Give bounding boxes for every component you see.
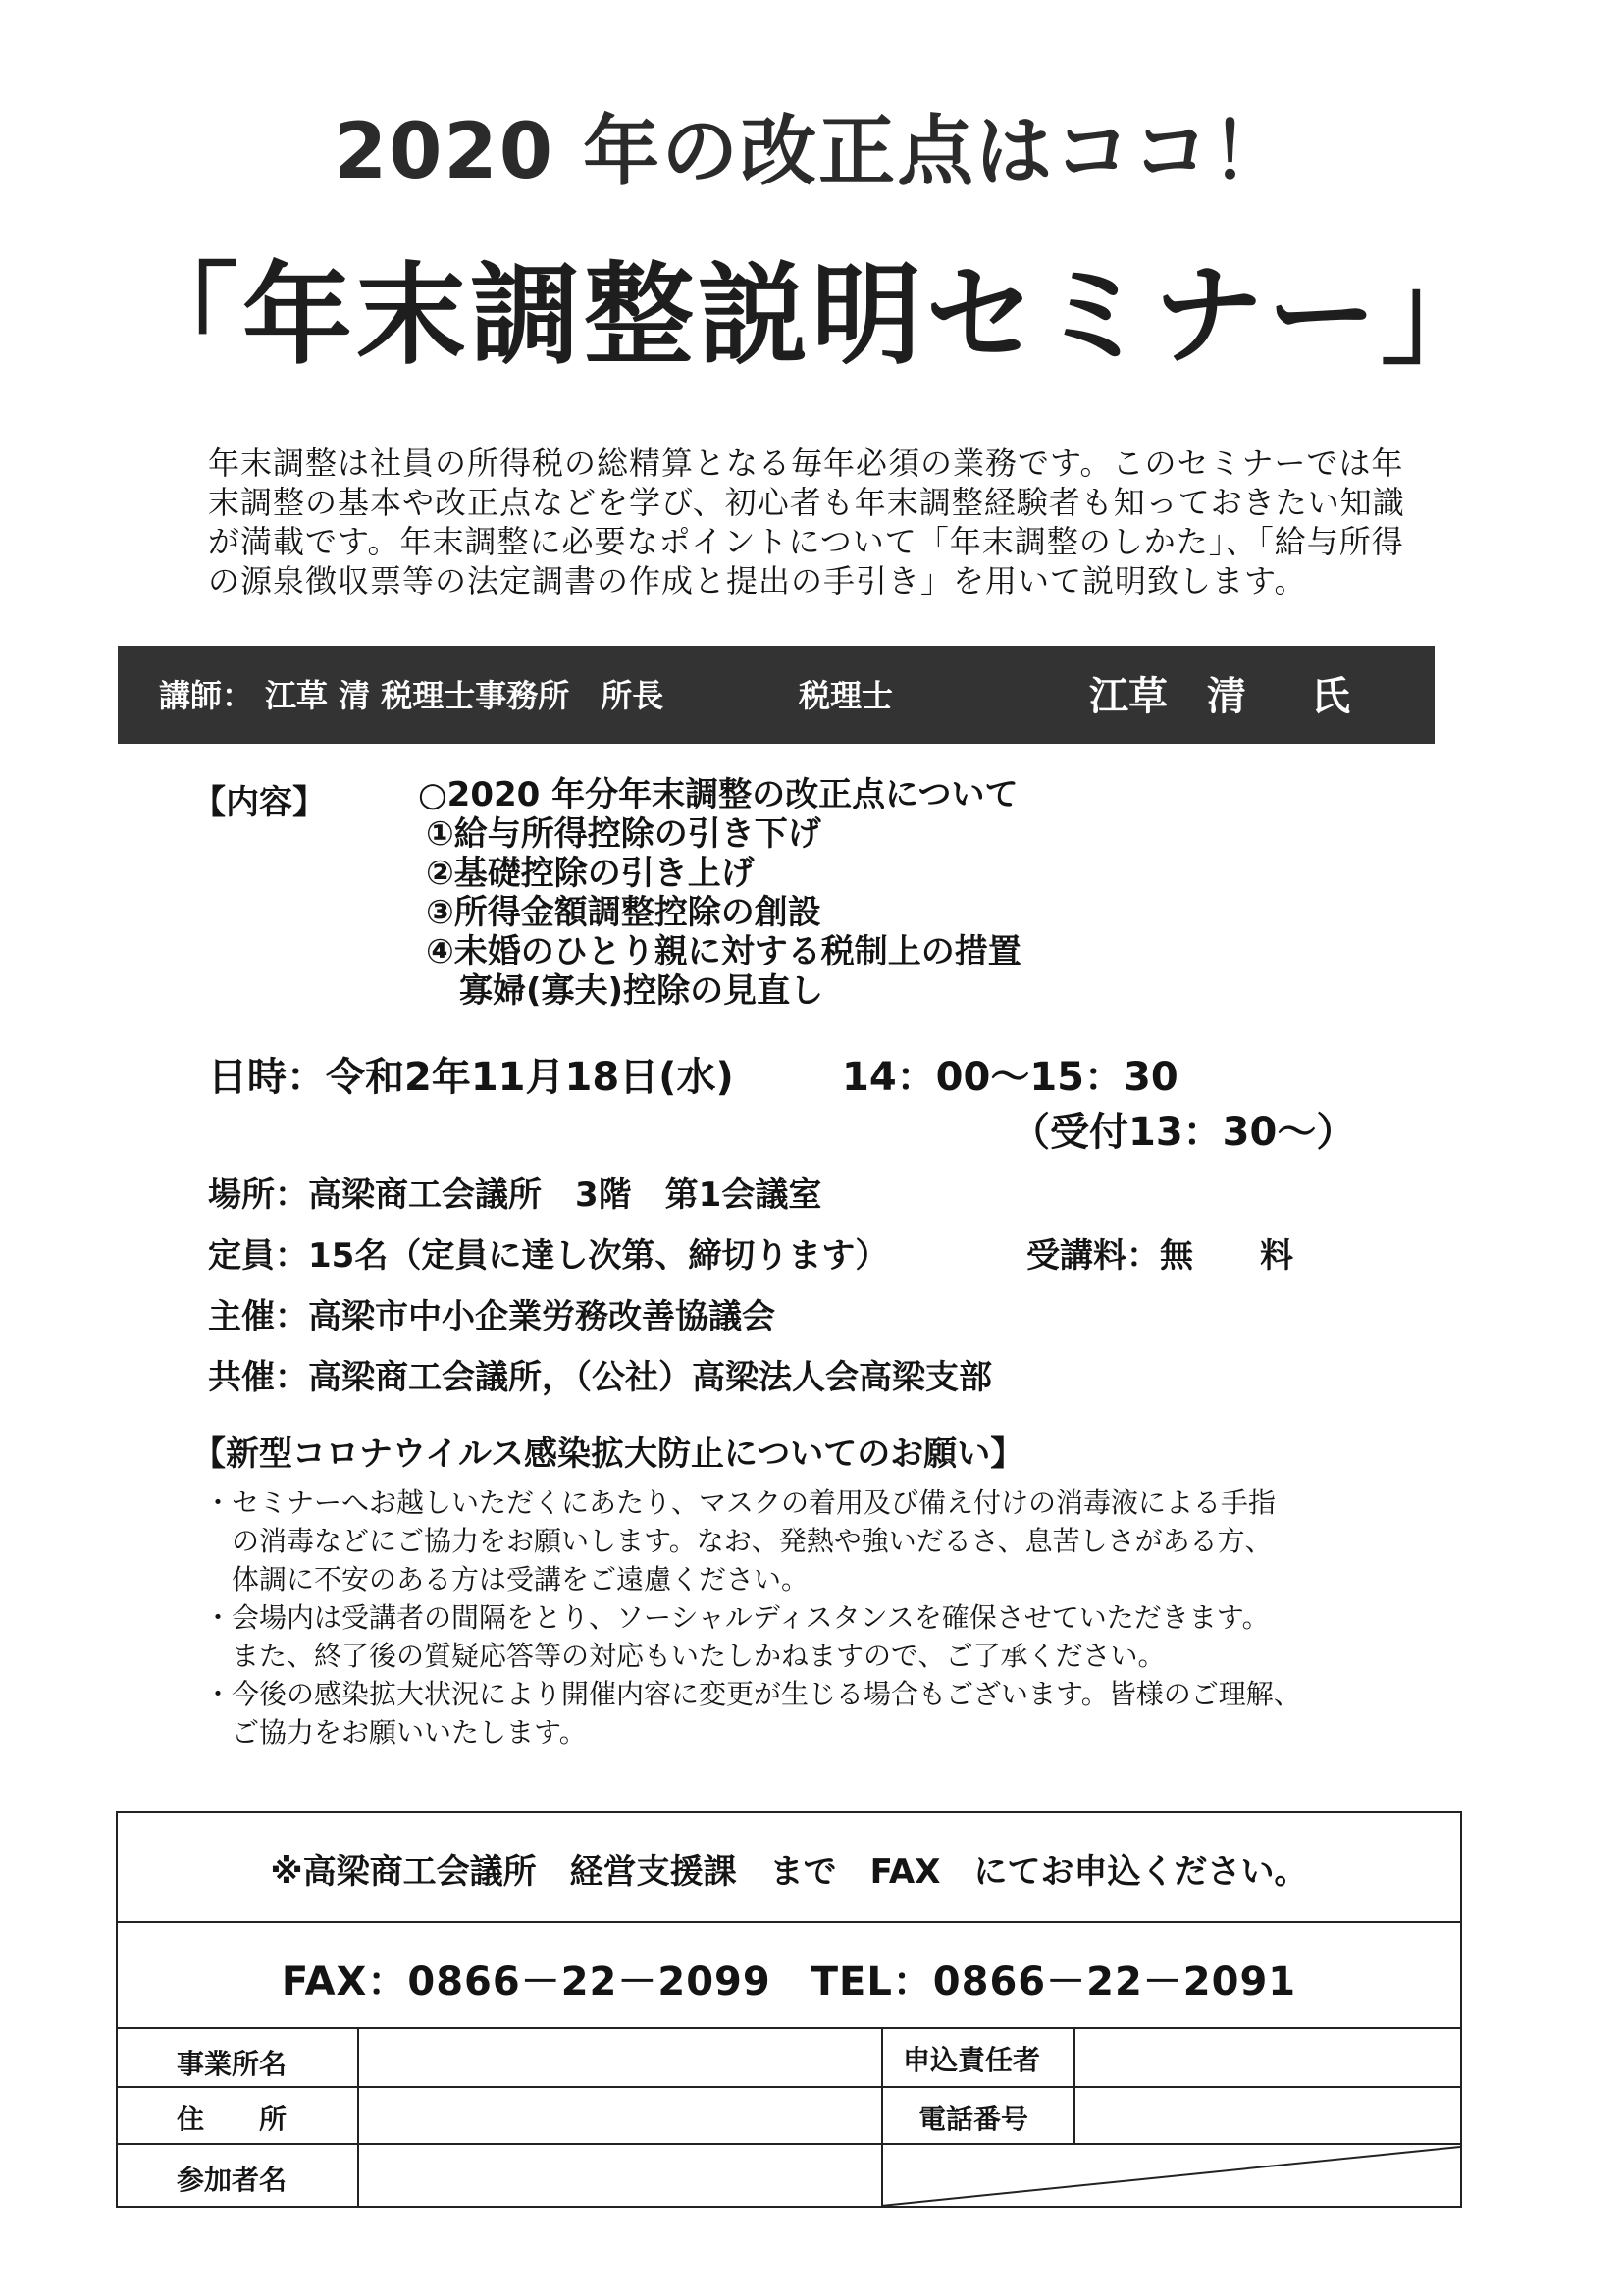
event-date: 日時：令和2年11月18日(水) [208,1055,734,1100]
content-item: ②基礎控除の引き上げ [426,854,755,893]
form-col-divider [357,2029,359,2206]
headline: 2020 年の改正点はココ！ [333,108,1290,196]
content-item: ①給与所得控除の引き下げ [426,814,821,854]
content-item: ○2020 年分年末調整の改正点について [418,775,1019,814]
notice-line: また、終了後の質疑応答等の対応もいたしかねますので、ご了承ください。 [204,1640,1166,1672]
address-label: 住 所 [177,2103,288,2135]
reception-time: （受付13：30～） [1011,1110,1356,1155]
notice-list [204,1484,1301,1751]
cancel-slash-line [881,2143,1460,2206]
form-contact-row [118,1923,1460,2029]
form-col-divider [1073,2029,1075,2145]
lecturer-title: 税理士 [799,677,894,714]
notice-line: ・セミナーへお越しいただくにあたり、マスクの着用及び備え付けの消毒液による手指 [204,1487,1277,1519]
form-instruction-row [118,1813,1460,1923]
intro-line: の源泉徴収票等の法定調書の作成と提出の手引き」を用いて説明致します。 [208,562,1307,600]
contact-numbers: FAX：0866－22－2099 TEL：0866－22－2091 [281,1959,1297,2005]
notice-line: ご協力をお願いいたします。 [204,1716,587,1748]
intro-line: 年末調整は社員の所得税の総精算となる毎年必須の業務です。このセミナーでは年 [208,444,1404,482]
intro-line: が満載です。年末調整に必要なポイントについて「年末調整のしかた」、「給与所得 [208,523,1404,560]
page-title: 「年末調整説明セミナー」 [129,252,1494,380]
content-list [418,775,1021,1011]
responsible-person-field[interactable] [1089,2035,1442,2080]
venue: 場所：高梁商工会議所 3階 第1会議室 [208,1175,822,1215]
lecturer-banner [118,646,1435,744]
form-row-divider [118,2086,1460,2088]
event-time: 14：00～15：30 [842,1055,1178,1100]
capacity: 定員：15名（定員に達し次第、締切ります） [208,1236,889,1276]
organizer: 主催：高梁市中小企業労務改善協議会 [208,1297,775,1336]
cosponsor: 共催：高梁商工会議所，（公社）高梁法人会高梁支部 [208,1358,992,1397]
notice-line: ・今後の感染拡大状況により開催内容に変更が生じる場合もございます。皆様のご理解、 [204,1678,1301,1710]
content-label: 【内容】 [192,783,326,822]
notice-line: ・会場内は受講者の間隔をとり、ソーシャルディスタンスを確保させていただきます。 [204,1601,1270,1634]
intro-line: 末調整の基本や改正点などを学び、初心者も年末調整経験者も知っておきたい知識 [208,484,1405,521]
lecturer-label: 講師： [159,677,254,714]
business-name-field[interactable] [373,2035,864,2080]
business-name-label: 事業所名 [177,2048,288,2080]
content-item: ④未婚のひとり親に対する税制上の措置 [426,932,1021,971]
application-form [116,1811,1462,2208]
participant-field[interactable] [373,2151,864,2198]
lecturer-office: 江草 清 税理士事務所 所長 [265,677,664,714]
notice-title: 【新型コロナウイルス感染拡大防止についてのお願い】 [192,1435,1024,1474]
address-field[interactable] [373,2092,864,2137]
lecturer-honorific: 氏 [1311,674,1350,719]
lecturer-name: 江草 清 [1089,674,1246,719]
participant-label: 参加者名 [177,2164,288,2196]
phone-label: 電話番号 [918,2103,1029,2135]
form-instruction: ※高梁商工会議所 経営支援課 まで FAX にてお申込ください。 [270,1852,1308,1892]
content-item: 寡婦(寡夫)控除の見直し [426,971,824,1011]
responsible-person-label: 申込責任者 [903,2044,1041,2076]
notice-line: の消毒などにご協力をお願いします。なお、発熱や強いだるさ、息苦しさがある方、 [204,1525,1273,1557]
notice-line: 体調に不安のある方は受講をご遠慮ください。 [204,1563,810,1595]
intro-paragraph [208,444,1425,600]
content-item: ③所得金額調整控除の創設 [426,893,821,932]
fee: 受講料：無 料 [1026,1236,1293,1276]
phone-field[interactable] [1089,2092,1442,2137]
